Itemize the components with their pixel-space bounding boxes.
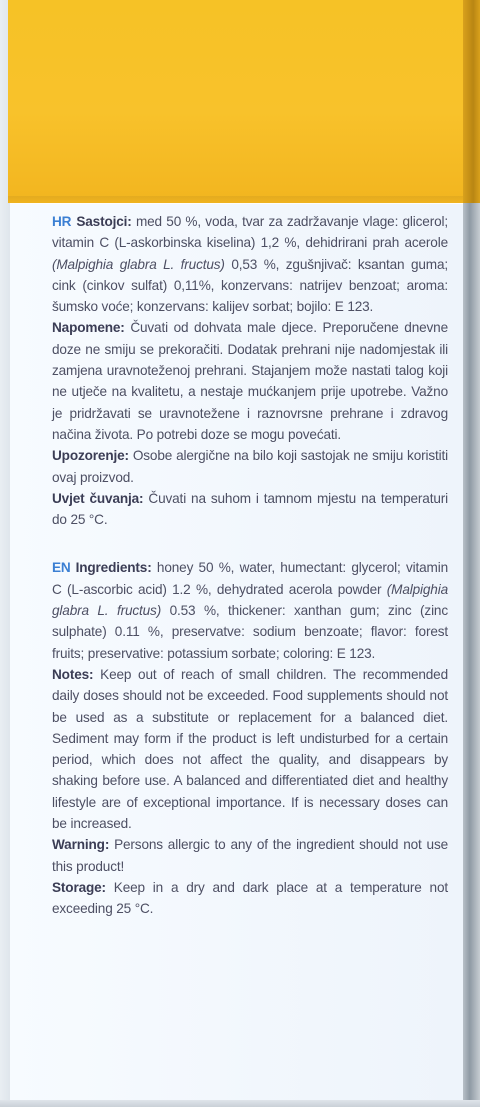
hr-warning — [52, 445, 448, 488]
en-warning-text: Persons allergic to any of the ingredient should not use this product! — [52, 837, 448, 874]
en-notes — [52, 664, 448, 834]
en-ingredients-latin: (Malpighia glabra L. fructus) — [52, 581, 448, 619]
section-hr — [52, 211, 448, 530]
hr-ingredients-latin: (Malpighia glabra L. fructus) — [52, 256, 225, 272]
hr-ingredients-text-2: 0,53 %, zgušnjivač: ksantan guma; cink (cinkov sulfat) 0,11%, konzervans: natrijev benzoat; aroma: šumsko voće; konzervans: kalijev sorbat; bojilo: E 123. — [52, 256, 448, 315]
en-ingredients-label: Ingredients: — [75, 560, 152, 576]
en-warning — [52, 834, 448, 877]
hr-storage — [52, 488, 448, 531]
lang-code-en: EN — [52, 560, 71, 576]
hr-ingredients-label: Sastojci: — [76, 214, 132, 229]
en-storage-text: Keep in a dry and dark place at a temperature not exceeding 25 °C. — [52, 879, 448, 917]
hr-notes-label: Napomene: — [52, 320, 125, 336]
yellow-top-band — [8, 0, 480, 203]
hr-notes — [52, 317, 448, 445]
hr-warning-text: Osobe alergične na bilo koji sastojak ne smiju koristiti ovaj proizvod. — [52, 448, 448, 485]
en-notes-label: Notes: — [52, 666, 94, 682]
section-en — [52, 557, 448, 919]
band-shadow — [8, 196, 480, 204]
hr-ingredients-text-1: med 50 %, voda, tvar za zadržavanje vlage: glicerol; vitamin C (L-askorbinska kiselina) 1,2 %, dehidrirani prah acerole — [52, 214, 448, 251]
en-notes-text: Keep out of reach of small children. The recommended daily doses should not be exceeded. Food supplements should not be used as a substitute or replacement for a balanced diet. Sediment may form if the product is left undisturbed for a certain period, which does not affect the quality, and disappears by shaking before use. A balanced and differentiated diet and healthy lifestyle are of exceptional importance. If is necessary doses can be increased. — [52, 666, 448, 832]
en-ingredients — [52, 557, 448, 663]
en-ingredients-text-1: honey 50 %, water, humectant: glycerol; vitamin C (L-ascorbic acid) 1.2 %, dehydrated acerola powder — [52, 560, 448, 597]
lang-code-hr: HR — [52, 214, 72, 229]
label-text — [52, 211, 448, 920]
box-right-edge-yellow — [463, 0, 480, 203]
en-ingredients-text-2: 0.53 %, thickener: xanthan gum; zinc (zinc sulphate) 0.11 %, preservatve: sodium benzoate; flavor: forest fruits; preservative: potassium sorbate; coloring: E 123. — [52, 603, 448, 661]
en-storage — [52, 877, 448, 920]
hr-notes-text: Čuvati od dohvata male djece. Preporučene dnevne doze ne smiju se prekoračiti. Dodatak prehrani nije nadomjestak ili zamjena uravnoteženoj prehrani. Stajanjem može nastati talog koji ne utječe na kvalitetu, a nestaje mućkanjem prije upotrebe. Važno je pridržavati se uravnotežene i raznovrsne prehrane i zdravog načina života. Po potrebi doze se mogu povećati. — [52, 320, 448, 442]
hr-storage-text: Čuvati na suhom i tamnom mjestu na temperaturi do 25 °C. — [52, 490, 448, 528]
en-warning-label: Warning: — [52, 837, 110, 853]
hr-storage-label: Uvjet čuvanja: — [52, 490, 144, 506]
en-storage-label: Storage: — [52, 879, 106, 895]
hr-warning-label: Upozorenje: — [52, 448, 129, 464]
box-bottom-edge — [0, 1100, 480, 1107]
hr-ingredients — [52, 211, 448, 317]
